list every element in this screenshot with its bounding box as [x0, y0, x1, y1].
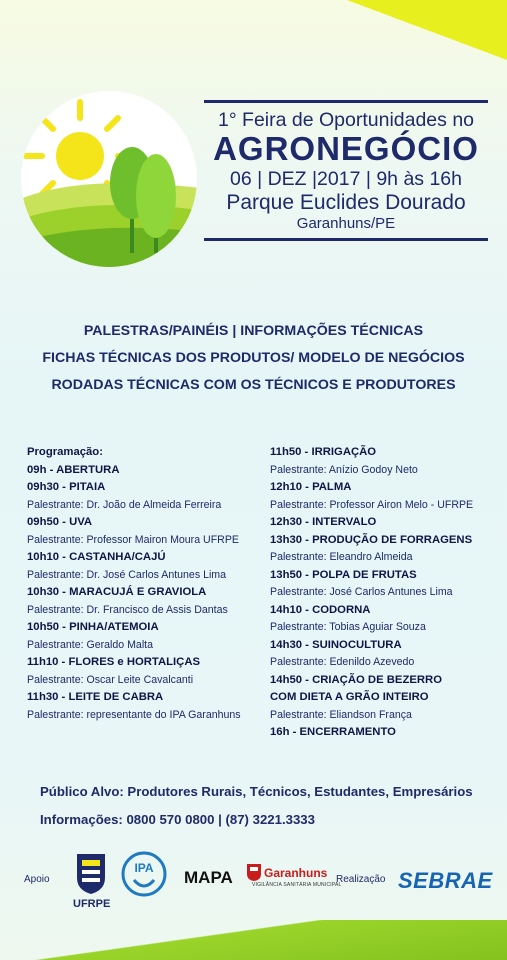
ipa-logo-text: IPA: [134, 861, 154, 875]
program-item-speaker: Palestrante: Dr. José Carlos Antunes Lima: [27, 568, 227, 581]
program-item-title: 14h10 - CODORNA: [270, 603, 371, 616]
program-item-title: 11h10 - FLORES e HORTALIÇAS: [27, 656, 201, 668]
program-item-title: 10h50 - PINHA/ATEMOIA: [27, 621, 159, 633]
program-item-title: 16h - ENCERRAMENTO: [270, 726, 396, 738]
sebrae-logo: SEBRAE: [398, 868, 493, 893]
program-item-title: 14h50 - CRIAÇÃO DE BEZERRO: [270, 673, 442, 686]
program-item-title: 13h50 - POLPA DE FRUTAS: [270, 568, 417, 581]
program-item-title: 09h - ABERTURA: [27, 463, 120, 476]
program-item-title: 12h30 - INTERVALO: [270, 516, 377, 528]
program-item-title: 11h30 - LEITE DE CABRA: [27, 691, 164, 703]
program-item-speaker: Palestrante: Anízio Godoy Neto: [270, 463, 418, 476]
program-item-speaker: Palestrante: representante do IPA Garanhuns: [27, 708, 241, 721]
header-top-rule: [204, 100, 488, 103]
program-item-title: 13h30 - PRODUÇÃO DE FORRAGENS: [270, 533, 473, 546]
header-line-1: 1° Feira de Oportunidades no: [217, 109, 475, 131]
program-item-speaker: Palestrante: Eleandro Almeida: [270, 551, 413, 563]
ufrpe-logo: [74, 850, 108, 896]
program-item-speaker: Palestrante: Dr. Francisco de Assis Dantas: [27, 603, 228, 616]
ipa-logo: [120, 850, 168, 900]
program-item-title: Programação:: [27, 446, 103, 458]
event-logo: [18, 88, 200, 270]
event-city: Garanhuns/PE: [296, 215, 396, 232]
event-date: 06 | DEZ |2017 | 9h às 16h: [229, 168, 462, 190]
program-item-speaker: Palestrante: José Carlos Antunes Lima: [270, 586, 453, 598]
garanhuns-logo: Garanhuns: [264, 866, 328, 880]
topic-line: FICHAS TÉCNICAS DOS PRODUTOS/ MODELO DE NEGÓCIOS: [42, 350, 465, 366]
garanhuns-crest-icon: [246, 862, 262, 882]
program-item-title: 10h10 - CASTANHA/CAJÚ: [27, 551, 166, 563]
program-item-speaker: Palestrante: Geraldo Malta: [27, 638, 154, 651]
program-item-speaker: Palestrante: Eliandson França: [270, 708, 412, 721]
program-item-speaker: Palestrante: Oscar Leite Cavalcanti: [27, 673, 194, 686]
sponsor-logos: [0, 846, 507, 916]
program-item-title: 09h50 - UVA: [27, 516, 93, 528]
event-title: AGRONEGÓCIO: [213, 130, 479, 167]
topics-list: [0, 318, 507, 399]
program-column-right: [270, 444, 500, 742]
program-item-title: COM DIETA A GRÃO INTEIRO: [270, 691, 429, 703]
event-header: [204, 100, 488, 241]
program-item-speaker: Palestrante: Edenildo Azevedo: [270, 656, 415, 668]
corner-decoration-green: [0, 920, 507, 960]
corner-decoration-yellow: [347, 0, 507, 60]
ufrpe-label: UFRPE: [73, 898, 111, 910]
header-bottom-rule: [204, 238, 488, 241]
program-item-speaker: Palestrante: Professor Mairon Moura UFRPE: [27, 533, 239, 546]
garanhuns-subtitle: VIGILÂNCIA SANITÁRIA MUNICIPAL: [252, 882, 342, 888]
event-venue: Parque Euclides Dourado: [226, 191, 466, 214]
apoio-label: Apoio: [24, 874, 50, 885]
mapa-logo: MAPA: [184, 868, 233, 887]
program-item-speaker: Palestrante: Professor Airon Melo - UFRPE: [270, 498, 474, 511]
realizacao-label: Realização: [336, 874, 386, 885]
program-item-title: 10h30 - MARACUJÁ E GRAVIOLA: [27, 586, 207, 598]
topic-line: RODADAS TÉCNICAS COM OS TÉCNICOS E PRODUTORES: [51, 377, 456, 393]
contact-info: Informações: 0800 570 0800 | (87) 3221.3333: [40, 812, 315, 827]
program-item-title: 11h50 - IRRIGAÇÃO: [270, 446, 377, 458]
program-item-title: 12h10 - PALMA: [270, 481, 352, 493]
target-audience: Público Alvo: Produtores Rurais, Técnicos, Estudantes, Empresários: [40, 784, 473, 799]
program-item-title: 14h30 - SUINOCULTURA: [270, 638, 402, 651]
program-item-title: 09h30 - PITAIA: [27, 481, 106, 493]
program-column-left: [27, 444, 262, 724]
program-item-speaker: Palestrante: Tobias Aguiar Souza: [270, 621, 426, 633]
program-item-speaker: Palestrante: Dr. João de Almeida Ferreira: [27, 498, 222, 511]
topic-line: PALESTRAS/PAINÉIS | INFORMAÇÕES TÉCNICAS: [83, 323, 424, 339]
